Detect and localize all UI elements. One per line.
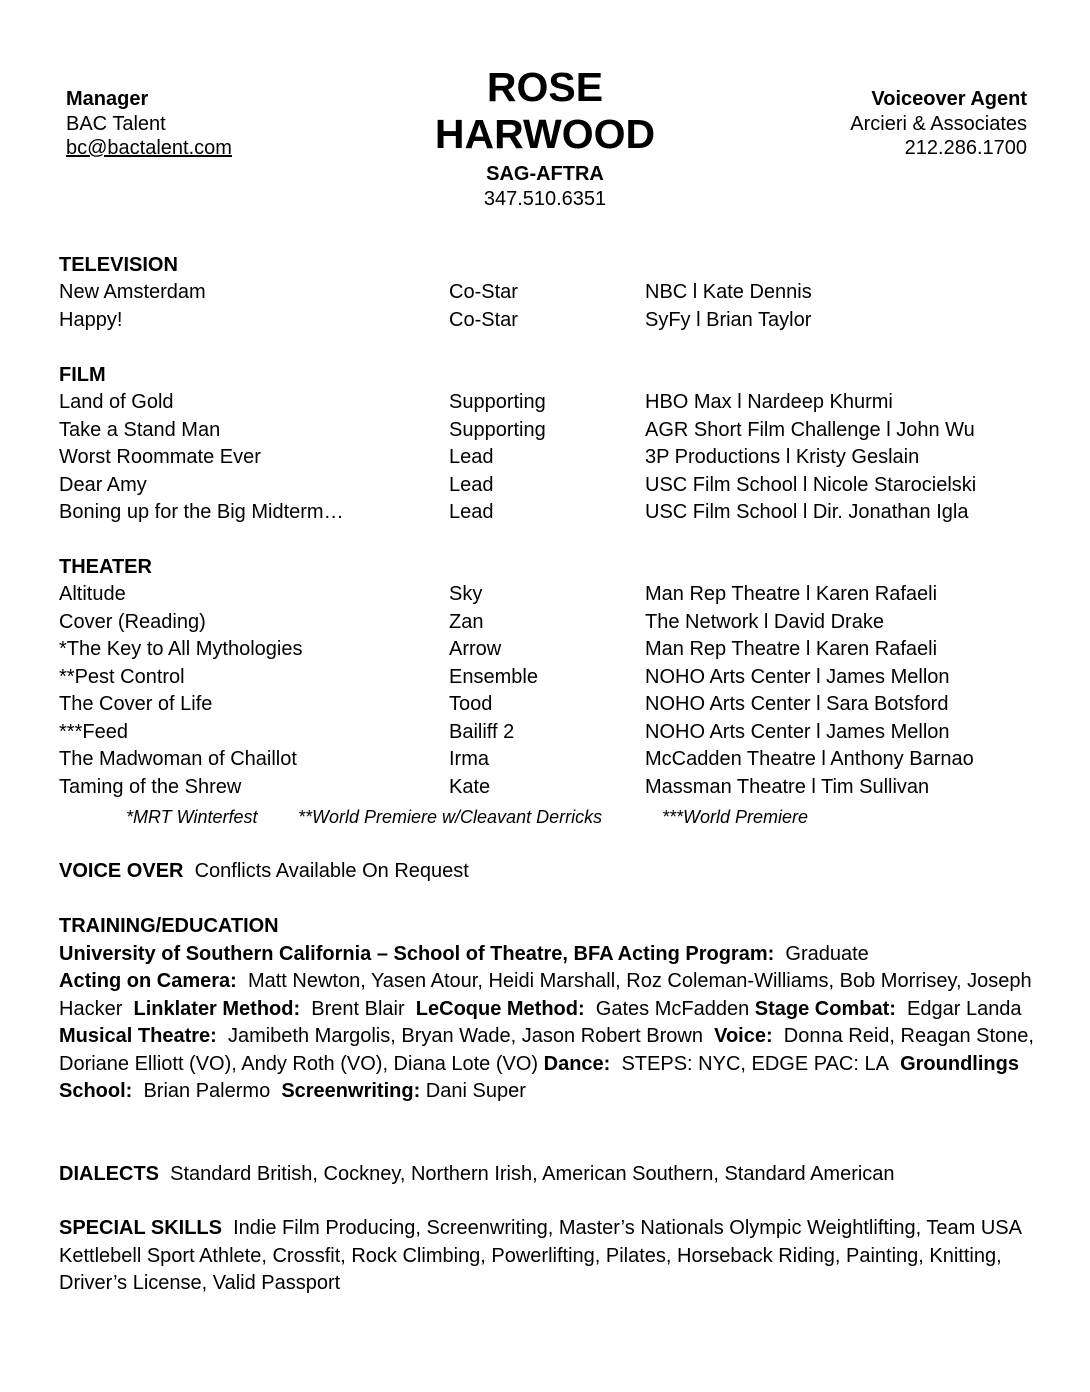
role: Irma [449,748,489,770]
footnote-winterfest: *MRT Winterfest [126,807,258,827]
name-block [345,64,745,212]
training-label: LeCoque Method: [415,997,585,1020]
credit: USC Film School l Dir. Jonathan Igla [645,501,969,523]
project-name: The Madwoman of Chaillot [59,748,297,770]
credit: AGR Short Film Challenge l John Wu [645,418,975,441]
voice-over-text: Conflicts Available On Request [194,860,469,882]
credit: NBC l Kate Dennis [645,281,812,303]
manager-block [66,87,232,161]
dialects-section [59,1161,1039,1189]
table-row [59,719,1039,747]
project-name: Altitude [59,583,126,605]
table-row [59,472,1039,500]
table-row [59,664,1039,692]
table-row [59,746,1039,774]
credit: NOHO Arts Center l James Mellon [645,720,950,743]
training-text: Brent Blair [311,997,405,1020]
manager-company: BAC Talent [66,112,166,135]
role: Supporting [449,391,546,413]
training-label: Dance: [543,1052,611,1075]
training-section [59,913,1039,1106]
training-label: Musical Theatre: [59,1025,217,1047]
training-text: Edgar Landa [907,997,1022,1020]
project-name: The Cover of Life [59,693,213,715]
theater-section [59,554,1039,801]
agent-title: Voiceover Agent [871,88,1027,110]
section-title: FILM [59,364,106,386]
role: Lead [449,473,494,496]
table-row [59,499,1039,527]
training-label: University of Southern California – School of Theatre, BFA Acting Program: [59,942,775,965]
actor-first-name: ROSE [486,64,604,110]
project-name: Happy! [59,308,123,331]
table-row [59,609,1039,637]
training-label: Linklater Method: [133,997,301,1020]
table-row [59,691,1039,719]
training-label: Stage Combat: [754,997,896,1020]
project-name: Cover (Reading) [59,610,206,633]
credit: Massman Theatre l Tim Sullivan [645,775,930,798]
project-name: Take a Stand Man [59,418,221,441]
credit: NOHO Arts Center l James Mellon [645,665,950,688]
television-section [59,252,1039,334]
role: Tood [449,693,493,715]
project-name: Taming of the Shrew [59,775,242,798]
credit: The Network l David Drake [645,610,884,633]
credit: McCadden Theatre l Anthony Barnao [645,748,974,770]
agent-company: Arcieri & Associates [850,112,1027,135]
project-name: New Amsterdam [59,281,206,303]
role: Lead [449,501,494,523]
training-text: Donna Reid, Reagan Stone, Doriane Elliott (VO), Andy Roth (VO), Diana Lote (VO) [59,1025,1034,1075]
role: Arrow [449,638,502,660]
role: Zan [449,610,484,633]
section-title: TRAINING/EDUCATION [59,915,279,937]
agent-block [850,87,1027,161]
training-body [59,941,1039,1106]
training-label: Voice: [714,1025,773,1047]
credit: USC Film School l Nicole Starocielski [645,473,977,496]
credit: HBO Max l Nardeep Khurmi [645,391,893,413]
training-label: Acting on Camera: [59,970,237,992]
special-skills-section [59,1215,1039,1298]
credit: Man Rep Theatre l Karen Rafaeli [645,583,938,605]
project-name: **Pest Control [59,665,185,688]
table-row [59,307,1039,335]
role: Co-Star [449,308,518,331]
training-label: Groundlings School: [59,1052,1019,1102]
manager-email-link[interactable]: bc@bactalent.com [66,137,232,159]
training-text: Brian Palermo [143,1080,271,1102]
training-label: Screenwriting: [281,1080,421,1102]
section-title: DIALECTS [59,1163,159,1185]
training-text: Matt Newton, Yasen Atour, Heidi Marshall, Roz Coleman-Williams, Bob Morrisey, Joseph Hacker [59,970,1032,1020]
training-text: Gates McFadden [595,997,750,1020]
role: Ensemble [449,665,538,688]
training-text: Graduate [785,942,869,965]
project-name: *The Key to All Mythologies [59,638,303,660]
dialects-text: Standard British, Cockney, Northern Irish, American Southern, Standard American [170,1163,895,1185]
section-title: THEATER [59,556,152,578]
project-name: Worst Roommate Ever [59,446,261,468]
film-section [59,362,1039,527]
credit: Man Rep Theatre l Karen Rafaeli [645,638,938,660]
training-text: STEPS: NYC, EDGE PAC: LA [621,1052,889,1075]
project-name: ***Feed [59,720,128,743]
table-row [59,581,1039,609]
project-name: Boning up for the Big Midterm… [59,501,344,523]
table-row [59,279,1039,307]
project-name: Land of Gold [59,391,174,413]
role: Supporting [449,418,546,441]
actor-last-name: HARWOOD [434,111,656,157]
project-name: Dear Amy [59,473,147,496]
role: Bailiff 2 [449,720,515,743]
footnote-world-premiere-derricks: **World Premiere w/Cleavant Derricks [298,807,603,827]
table-row [59,389,1039,417]
footnote-world-premiere: ***World Premiere [662,807,809,827]
credit: NOHO Arts Center l Sara Botsford [645,693,949,715]
table-row [59,444,1039,472]
table-row [59,417,1039,445]
section-title: SPECIAL SKILLS [59,1217,222,1239]
section-title: VOICE OVER [59,860,184,882]
credit: 3P Productions l Kristy Geslain [645,446,920,468]
union-affiliation: SAG-AFTRA [486,163,604,185]
training-text: Jamibeth Margolis, Bryan Wade, Jason Robert Brown [227,1025,703,1047]
table-row [59,774,1039,802]
role: Kate [449,775,491,798]
role: Sky [449,583,483,605]
role: Co-Star [449,281,518,303]
table-row [59,636,1039,664]
training-text: Dani Super [425,1080,526,1102]
voice-over-section [59,858,1039,886]
manager-title: Manager [66,88,149,110]
credit: SyFy l Brian Taylor [645,308,812,331]
actor-phone: 347.510.6351 [483,188,607,210]
role: Lead [449,446,494,468]
section-title: TELEVISION [59,254,178,276]
agent-phone: 212.286.1700 [904,137,1027,159]
special-skills-text: Indie Film Producing, Screenwriting, Master’s Nationals Olympic Weightlifting, Team USA Kettlebell Sport Athlete, Crossfit, Rock Climbing, Powerlifting, Pilates, Horseback Riding, Painting, Knitting, Driver’s License, Valid Passport [59,1217,1021,1294]
